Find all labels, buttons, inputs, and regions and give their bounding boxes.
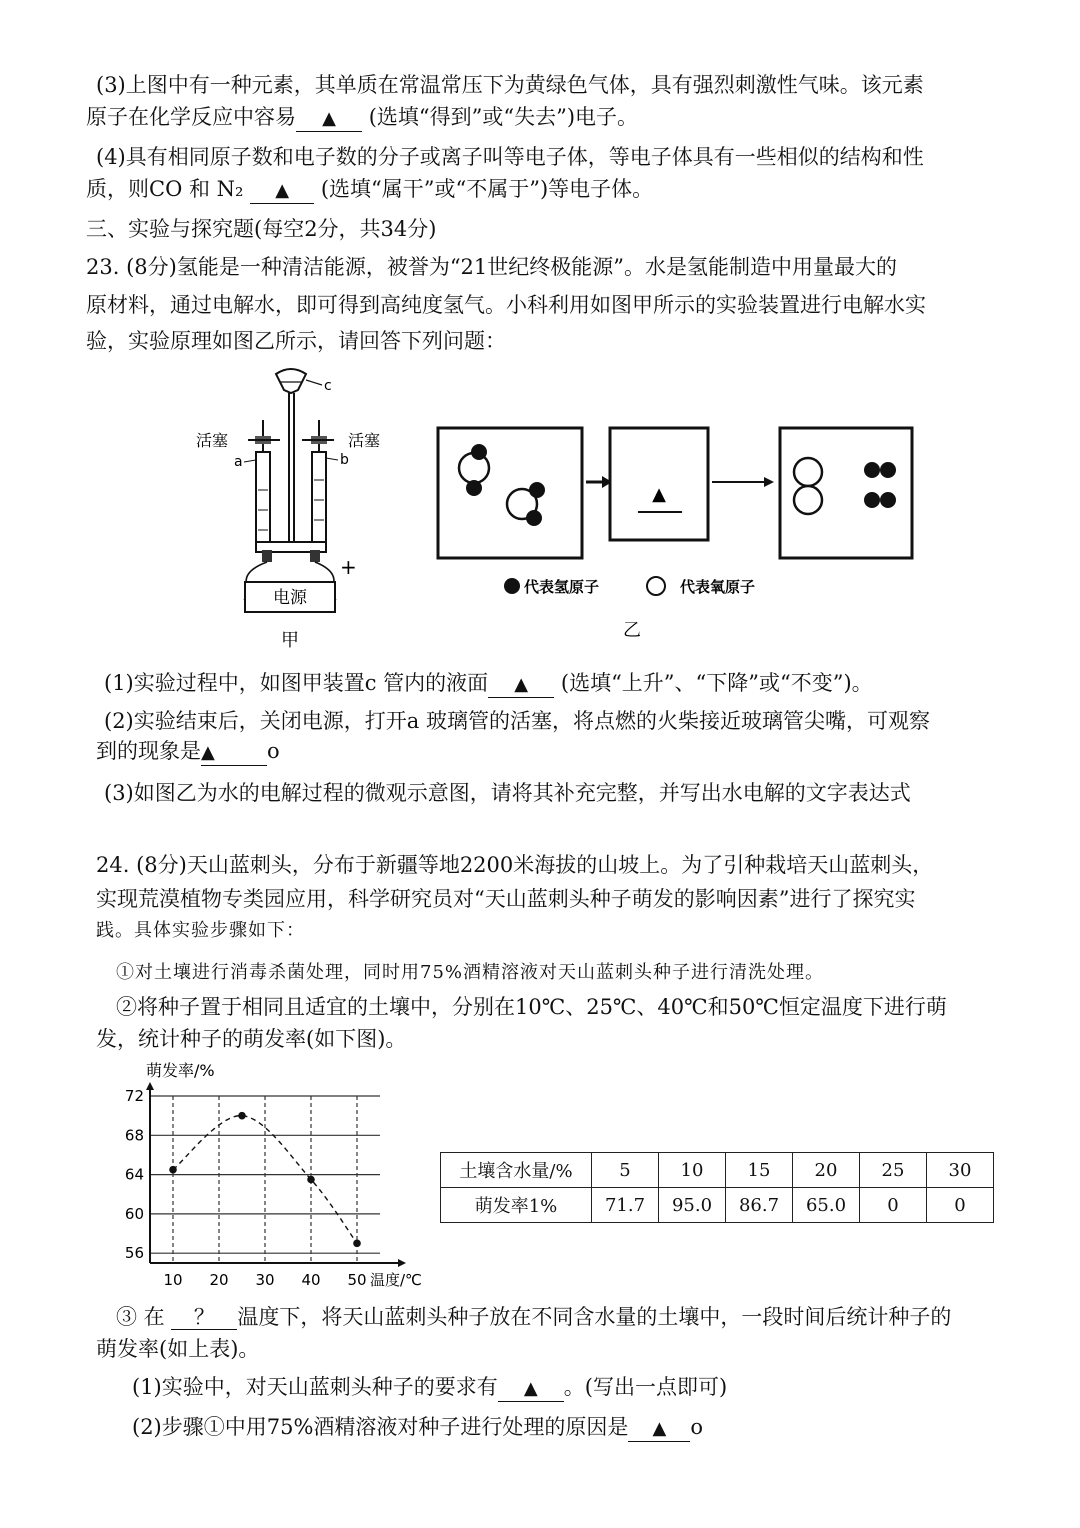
answer-blank[interactable]: ▲	[488, 671, 554, 698]
power-label: 电源	[273, 588, 307, 608]
y-tick-label: 68	[124, 1126, 144, 1145]
table-cell: 0	[860, 1188, 927, 1223]
q22-p4-line2: 质，则CO 和 N₂ ▲ (选填“属干”或“不属于”)等电子体。	[86, 174, 653, 204]
q24-sub1: (1)实验中，对天山蓝刺头种子的要求有 ▲ 。(写出一点即可)	[132, 1372, 727, 1402]
q24-line2: 实现荒漠植物专类园应用，科学研究员对“天山蓝刺头种子萌发的影响因素”进行了探究实	[96, 887, 916, 911]
section-heading: 三、实验与探究题(每空2分，共34分)	[86, 217, 437, 241]
y-tick-label: 72	[124, 1087, 144, 1105]
q22-p3-line2: 原子在化学反应中容易 ▲ (选填“得到”或“失去”)电子。	[86, 102, 638, 132]
table-cell: 86.7	[726, 1188, 793, 1223]
q23-line2: 原材料，通过电解水，即可得到高纯度氢气。小科利用如图甲所示的实验装置进行电解水实	[86, 293, 926, 317]
q24-line3: 践。具体实验步骤如下：	[96, 920, 305, 941]
table-header-cell: 萌发率1%	[441, 1188, 592, 1223]
x-tick-label: 50	[347, 1271, 367, 1289]
label-c: c	[324, 378, 332, 394]
table-header-cell: 土壤含水量/%	[441, 1153, 592, 1188]
electrolysis-apparatus-figure	[190, 360, 390, 660]
table-cell: 71.7	[592, 1188, 659, 1223]
table-cell: 65.0	[793, 1188, 860, 1223]
answer-blank[interactable]: ？	[171, 1305, 237, 1330]
answer-blank[interactable]: ▲	[628, 1415, 690, 1442]
figure-yi-caption: 乙	[623, 620, 641, 641]
data-point	[169, 1166, 177, 1174]
valve-left-label: 活塞	[196, 431, 229, 450]
table-cell: 20	[793, 1153, 860, 1188]
table-cell: 15	[726, 1153, 793, 1188]
q24-step2-line2: 发，统计种子的萌发率(如下图)。	[96, 1027, 407, 1051]
q24-step3-line1: ③ 在 ？ 温度下，将天山蓝刺头种子放在不同含水量的土壤中，一段时间后统计种子的	[116, 1305, 952, 1329]
y-tick-label: 64	[124, 1165, 144, 1184]
x-tick-label: 10	[163, 1271, 183, 1289]
legend-hydrogen: 代表氢原子	[524, 578, 600, 596]
answer-blank[interactable]: ▲	[250, 177, 314, 204]
q24-step2-line1: ②将种子置于相同且适宜的土壤中，分别在10℃、25℃、40℃和50℃恒定温度下进行萌	[116, 995, 947, 1019]
data-point	[307, 1176, 315, 1184]
q24-step1: ①对土壤进行消毒杀菌处理，同时用75%酒精溶液对天山蓝刺头种子进行清洗处理。	[116, 962, 825, 983]
soil-moisture-table	[440, 1152, 994, 1223]
y-axis-arrow	[146, 1082, 154, 1090]
y-axis-label: 萌发率/%	[146, 1061, 215, 1080]
table-cell: 0	[927, 1188, 994, 1223]
q23-sub2-line2: 到的现象是▲ o	[96, 736, 280, 766]
data-point	[238, 1112, 246, 1120]
q23-line3: 验，实验原理如图乙所示，请回答下列问题：	[86, 329, 506, 353]
valve-right-label: 活塞	[348, 431, 381, 450]
q23-sub2-line1: (2)实验结束后，关闭电源，打开a 玻璃管的活塞，将点燃的火柴接近玻璃管尖嘴，可观察	[104, 709, 930, 733]
x-tick-label: 20	[209, 1271, 229, 1289]
x-axis-arrow	[398, 1259, 406, 1267]
q23-sub3: (3)如图乙为水的电解过程的微观示意图，请将其补充完整，并写出水电解的文字表达式	[104, 781, 911, 805]
answer-blank[interactable]: ▲	[296, 105, 362, 132]
q24-line1: 24. (8分)天山蓝刺头，分布于新疆等地2200米海拔的山坡上。为了引种栽培天山蓝刺头，	[96, 853, 934, 877]
q24-sub2: (2)步骤①中用75%酒精溶液对种子进行处理的原因是 ▲ o	[132, 1412, 703, 1442]
x-tick-label: 30	[255, 1271, 275, 1289]
table-row	[441, 1153, 994, 1188]
electrolysis-micro-diagram	[430, 420, 930, 645]
legend-oxygen: 代表氧原子	[680, 578, 756, 596]
q24-step3-line2: 萌发率(如上表)。	[96, 1337, 260, 1361]
table-cell: 5	[592, 1153, 659, 1188]
germination-rate-chart	[110, 1058, 430, 1298]
x-tick-label: 40	[301, 1271, 321, 1289]
q23-line1: 23. (8分)氢能是一种清洁能源，被誉为“21世纪终极能源”。水是氢能制造中用量最大的	[86, 255, 898, 279]
table-cell: 25	[860, 1153, 927, 1188]
data-point	[353, 1240, 361, 1248]
table-cell: 10	[659, 1153, 726, 1188]
plus-sign: +	[340, 555, 357, 579]
label-b: b	[340, 452, 349, 468]
answer-blank[interactable]: ▲	[652, 484, 666, 505]
table-row	[441, 1188, 994, 1223]
q22-p3-line1: (3)上图中有一种元素，其单质在常温常压下为黄绿色气体，具有强烈刺激性气味。该元素	[96, 73, 924, 97]
x-axis-label: 温度/℃	[370, 1271, 422, 1289]
table-cell: 95.0	[659, 1188, 726, 1223]
answer-blank[interactable]: ▲	[201, 739, 267, 766]
figure-jia-caption: 甲	[281, 630, 299, 651]
label-a: a	[234, 454, 243, 470]
y-tick-label: 60	[124, 1204, 144, 1223]
table-cell: 30	[927, 1153, 994, 1188]
q22-p4-line1: (4)具有相同原子数和电子数的分子或离子叫等电子体，等电子体具有一些相似的结构和性	[96, 145, 924, 169]
answer-blank[interactable]: ▲	[498, 1375, 564, 1402]
q23-sub1: (1)实验过程中，如图甲装置c 管内的液面 ▲ (选填“上升”、“下降”或“不变”)。	[104, 668, 873, 698]
y-tick-label: 56	[124, 1244, 144, 1263]
